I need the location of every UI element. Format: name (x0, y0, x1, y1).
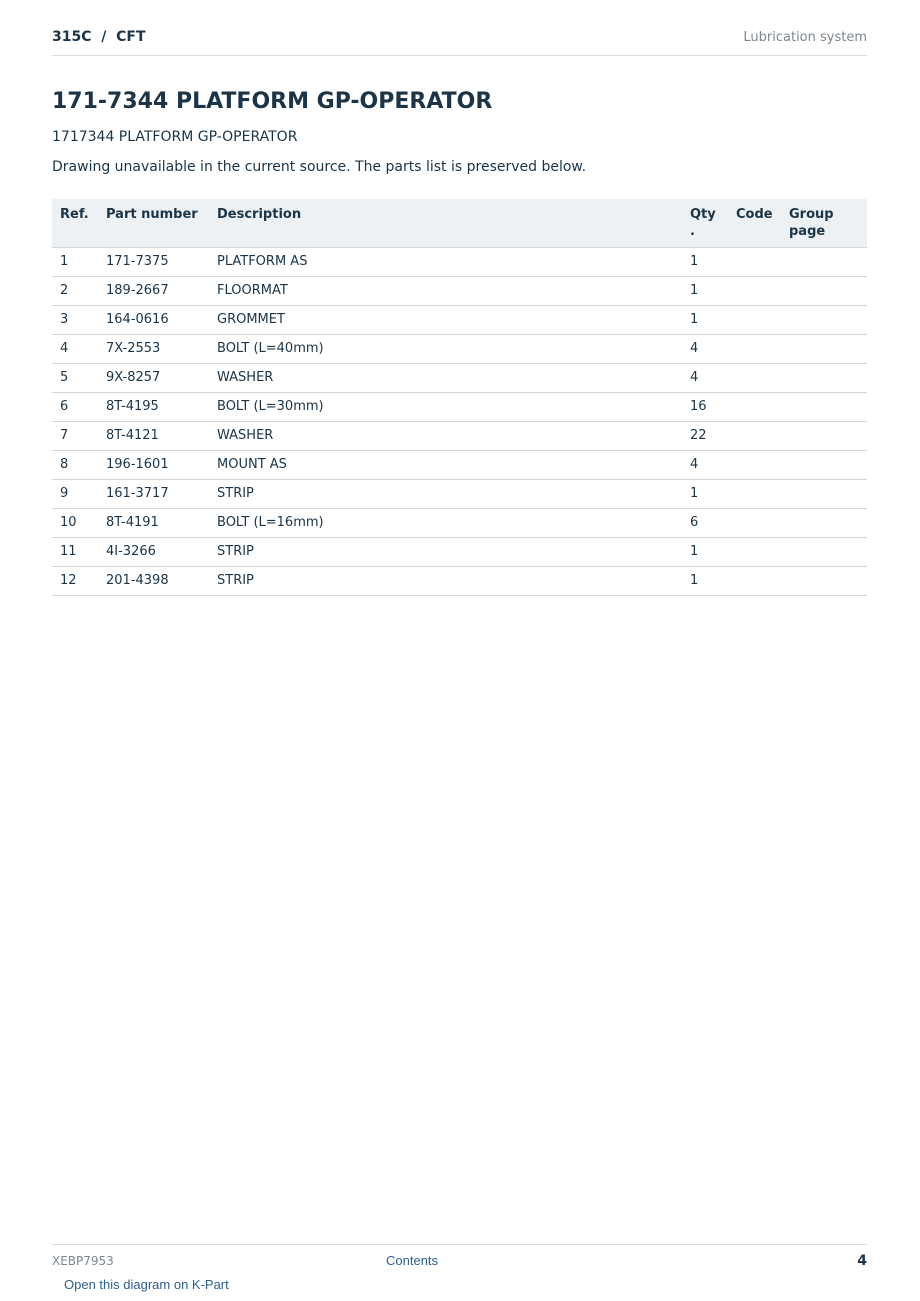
cell-code (728, 508, 781, 537)
cell-qty: 6 (682, 508, 728, 537)
qty-header-line-1: Qty (690, 207, 716, 222)
qty-header-line-2: . (690, 224, 695, 239)
cell-part-number: 7X-2553 (98, 334, 209, 363)
table-row (52, 537, 867, 566)
cell-qty: 4 (682, 450, 728, 479)
cell-group-page (781, 334, 867, 363)
cell-description: MOUNT AS (209, 450, 682, 479)
cell-ref: 8 (52, 450, 98, 479)
table-row (52, 305, 867, 334)
table-row (52, 508, 867, 537)
cell-ref: 11 (52, 537, 98, 566)
cell-part-number: 161-3717 (98, 479, 209, 508)
open-diagram-link[interactable]: Open this diagram on K-Part (64, 1277, 229, 1292)
cell-part-number: 8T-4121 (98, 421, 209, 450)
column-header-part-number: Part number (98, 199, 209, 247)
cell-description: BOLT (L=30mm) (209, 392, 682, 421)
cell-group-page (781, 479, 867, 508)
cell-qty: 4 (682, 363, 728, 392)
page-number: 4 (857, 1253, 867, 1269)
page-footer (52, 1244, 867, 1301)
cell-code (728, 479, 781, 508)
cell-group-page (781, 537, 867, 566)
column-header-ref: Ref. (52, 199, 98, 247)
cell-code (728, 450, 781, 479)
cell-qty: 1 (682, 305, 728, 334)
cell-description: PLATFORM AS (209, 247, 682, 276)
cell-code (728, 247, 781, 276)
cell-ref: 2 (52, 276, 98, 305)
cell-qty: 1 (682, 479, 728, 508)
cell-description: STRIP (209, 566, 682, 595)
table-row (52, 450, 867, 479)
cell-group-page (781, 392, 867, 421)
cell-qty: 22 (682, 421, 728, 450)
group-header-line-1: Group (789, 207, 834, 222)
cell-ref: 6 (52, 392, 98, 421)
page-subtitle: 1717344 PLATFORM GP-OPERATOR (52, 129, 298, 145)
cell-part-number: 9X-8257 (98, 363, 209, 392)
cell-ref: 4 (52, 334, 98, 363)
table-row (52, 566, 867, 595)
cell-part-number: 201-4398 (98, 566, 209, 595)
drawing-note: Drawing unavailable in the current source. The parts list is preserved below. (52, 159, 587, 175)
cell-code (728, 421, 781, 450)
cell-description: STRIP (209, 537, 682, 566)
cell-qty: 1 (682, 566, 728, 595)
model-label: 315C / CFT (52, 29, 146, 45)
cell-ref: 7 (52, 421, 98, 450)
cell-group-page (781, 566, 867, 595)
cell-ref: 1 (52, 247, 98, 276)
cell-group-page (781, 450, 867, 479)
column-header-code: Code (728, 199, 781, 247)
cell-part-number: 8T-4195 (98, 392, 209, 421)
cell-code (728, 305, 781, 334)
table-row (52, 247, 867, 276)
document-page (52, 0, 867, 1300)
page-header (52, 28, 867, 56)
cell-ref: 3 (52, 305, 98, 334)
table-row (52, 276, 867, 305)
parts-table (52, 199, 867, 596)
cell-qty: 1 (682, 537, 728, 566)
cell-description: STRIP (209, 479, 682, 508)
cell-group-page (781, 247, 867, 276)
cell-ref: 5 (52, 363, 98, 392)
cell-group-page (781, 363, 867, 392)
cell-group-page (781, 421, 867, 450)
cell-code (728, 276, 781, 305)
cell-ref: 10 (52, 508, 98, 537)
cell-code (728, 334, 781, 363)
parts-table-body (52, 247, 867, 595)
contents-link[interactable]: Contents (386, 1253, 439, 1268)
table-row (52, 421, 867, 450)
cell-group-page (781, 276, 867, 305)
group-header-line-2: page (789, 224, 826, 239)
cell-part-number: 164-0616 (98, 305, 209, 334)
section-label: Lubrication system (743, 30, 867, 45)
cell-qty: 1 (682, 247, 728, 276)
table-row (52, 334, 867, 363)
cell-part-number: 196-1601 (98, 450, 209, 479)
table-row (52, 392, 867, 421)
table-header-row (52, 199, 867, 247)
cell-qty: 16 (682, 392, 728, 421)
cell-part-number: 4I-3266 (98, 537, 209, 566)
cell-description: BOLT (L=40mm) (209, 334, 682, 363)
cell-description: GROMMET (209, 305, 682, 334)
cell-group-page (781, 508, 867, 537)
cell-description: FLOORMAT (209, 276, 682, 305)
column-header-qty (682, 199, 728, 247)
table-row (52, 363, 867, 392)
cell-qty: 4 (682, 334, 728, 363)
cell-qty: 1 (682, 276, 728, 305)
cell-part-number: 171-7375 (98, 247, 209, 276)
cell-group-page (781, 305, 867, 334)
column-header-group-page (781, 199, 867, 247)
document-code: XEBP7953 (52, 1254, 114, 1268)
page-title: 171-7344 PLATFORM GP-OPERATOR (52, 89, 493, 114)
cell-part-number: 189-2667 (98, 276, 209, 305)
cell-code (728, 566, 781, 595)
cell-description: BOLT (L=16mm) (209, 508, 682, 537)
table-row (52, 479, 867, 508)
cell-code (728, 392, 781, 421)
cell-description: WASHER (209, 363, 682, 392)
cell-ref: 12 (52, 566, 98, 595)
cell-code (728, 363, 781, 392)
cell-part-number: 8T-4191 (98, 508, 209, 537)
cell-code (728, 537, 781, 566)
cell-ref: 9 (52, 479, 98, 508)
column-header-description: Description (209, 199, 682, 247)
cell-description: WASHER (209, 421, 682, 450)
